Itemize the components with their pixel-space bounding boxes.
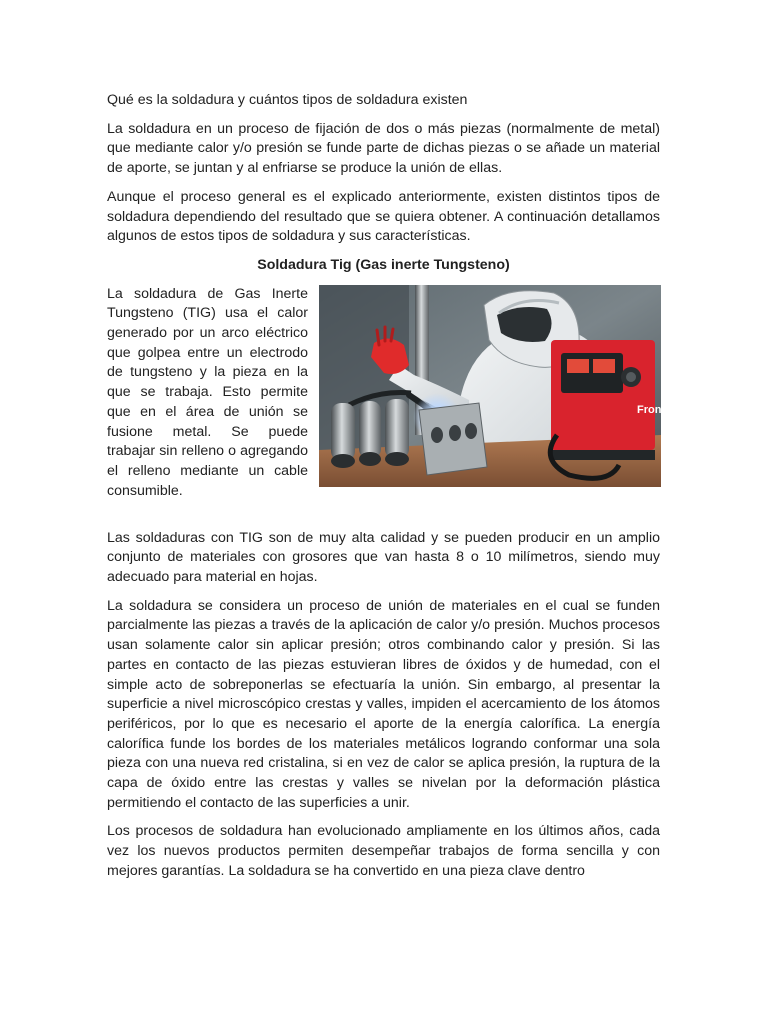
document-title: Qué es la soldadura y cuántos tipos de soldadura existen	[107, 92, 468, 108]
tig-intro-text: La soldadura de Gas Inerte Tungsteno (TIG) usa el calor generado por un arco eléctrico que golpea entre un electrodo de tungsteno y la pieza en la que se trabaja. Esto permite que en el área de unión se fusione metal. Se puede trabajar sin relleno o agregando el relleno mediante un cable consumible.	[107, 285, 308, 499]
machine-brand-label: Froni	[637, 403, 665, 416]
welder-photo	[319, 285, 665, 487]
paragraph-definition: La soldadura en un proceso de fijación de dos o más piezas (normalmente de metal) que mediante calor y/o presión se funde parte de dichas piezas o se añade un material de aporte, se juntan y al enfriarse se produce la unión de ellas.	[107, 120, 660, 177]
paragraph-types-intro: Aunque el proceso general es el explicado anteriormente, existen distintos tipos de soldadura dependiendo del resultado que se quiera obtener. A continuación detallamos algunos de estos tipos de soldadura y sus características.	[107, 188, 660, 245]
paragraph-welding-process: La soldadura se considera un proceso de unión de materiales en el cual se funden parcialmente las piezas a través de la aplicación de calor y/o presión. Muchos procesos usan solamente calor sin aplicar presión; otros combinando calor y presión. Si las partes en contacto de las piezas estuvieran libres de óxidos y de humedad, con el simple acto de sobreponerlas se efectuaría la unión. Sin embargo, al presentar la superficie a nivel microscópico crestas y valles, impiden el acercamiento de los átomos periféricos, por lo que es necesario el aporte de la energía calorífica. La energía calorífica funde los bordes de los materiales metálicos logrando conformar una sola pieza con una nueva red cristalina, si en vez de calor se aplica presión, la ruptura de la capa de óxido entre las crestas y valles se nivelan por la deformación plástica permitiendo el contacto de las superficies a unir.	[107, 597, 660, 811]
paragraph-evolution: Los procesos de soldadura han evolucionado ampliamente en los últimos años, cada vez los nuevos productos permiten desempeñar trabajos de forma sencilla y con mejores garantías. La soldadura se ha convertido en una pieza clave dentro	[107, 823, 660, 879]
section-heading-tig: Soldadura Tig (Gas inerte Tungsteno)	[257, 256, 510, 273]
tig-intro-block	[107, 285, 665, 521]
document-body	[107, 91, 665, 891]
paragraph-tig-quality: Las soldaduras con TIG son de muy alta calidad y se pueden producir en un amplio conjunto de materiales con grosores que van hasta 8 o 10 milímetros, siendo muy adecuado para material en hojas.	[107, 529, 660, 586]
